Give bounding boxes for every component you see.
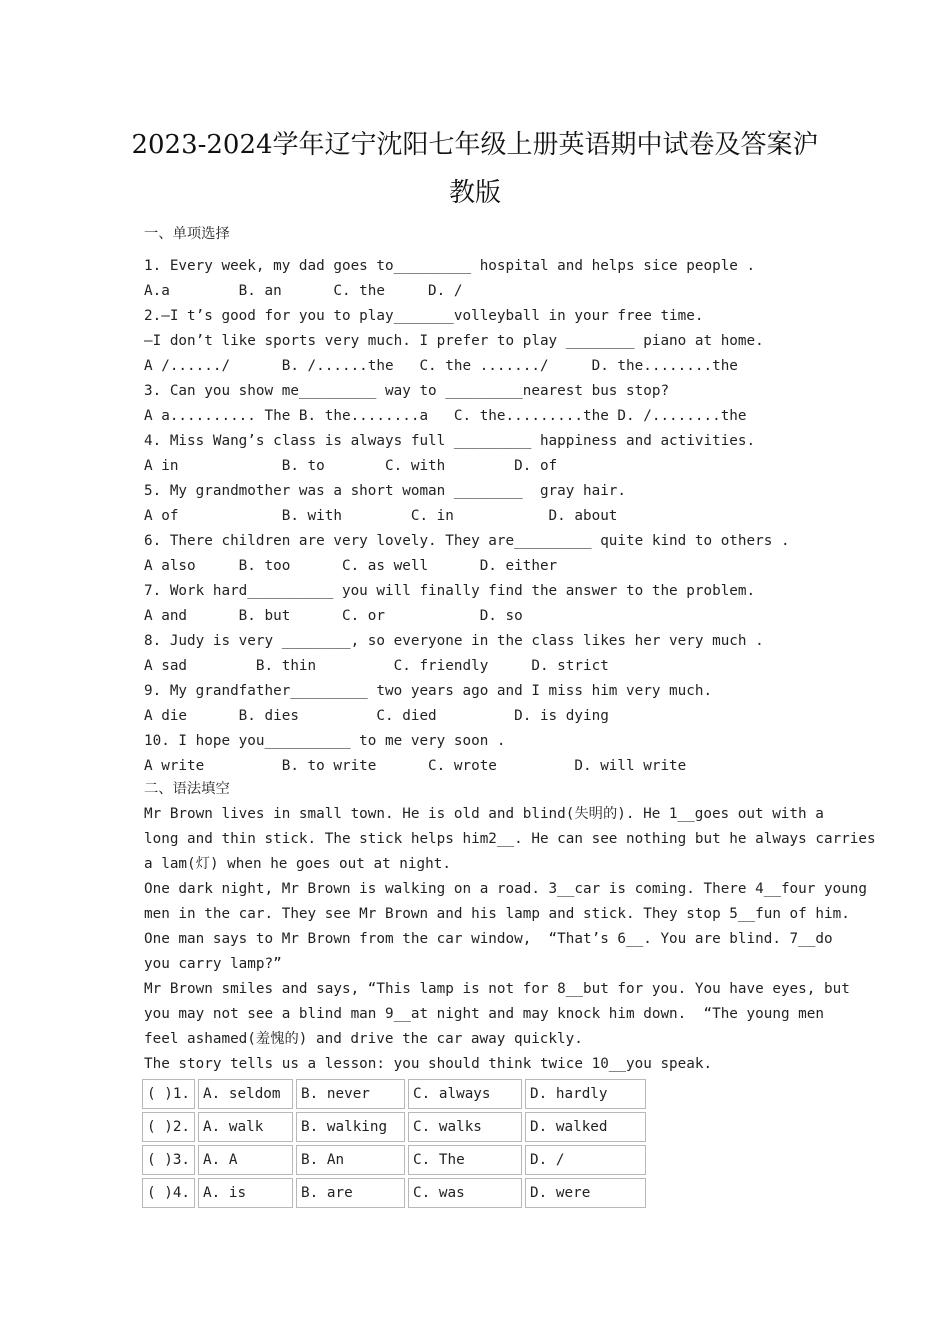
text-line: 4. Miss Wang’s class is always full _________ happiness and activities. xyxy=(144,433,756,449)
option-cell: A. walk xyxy=(198,1112,293,1142)
option-cell: A. is xyxy=(198,1178,293,1208)
section-heading-single-choice: 一、单项选择 xyxy=(144,226,230,242)
text-line: A in B. to C. with D. of xyxy=(144,458,558,474)
text-line: A /....../ B. /......the C. the ......./ D. the........the xyxy=(144,358,738,374)
passage-line: The story tells us a lesson: you should think twice 10__you speak. xyxy=(144,1056,713,1072)
question-number-cell: ( )4. xyxy=(142,1178,195,1208)
text-line: A also B. too C. as well D. either xyxy=(144,558,558,574)
passage-line: you may not see a blind man 9__at night and may knock him down. “The young men xyxy=(144,1006,824,1022)
text-line: 3. Can you show me_________ way to _________nearest bus stop? xyxy=(144,383,670,399)
text-line: 5. My grandmother was a short woman ________ gray hair. xyxy=(144,483,627,499)
text-line: —I don’t like sports very much. I prefer to play ________ piano at home. xyxy=(144,333,764,349)
section-heading-grammar-fill: 二、语法填空 xyxy=(144,781,230,797)
passage-line: feel ashamed(羞愧的) and drive the car away quickly. xyxy=(144,1031,583,1047)
text-line: A a.......... The B. the........a C. the.........the D. /........the xyxy=(144,408,747,424)
text-line: 8. Judy is very ________, so everyone in the class likes her very much . xyxy=(144,633,764,649)
text-line: A.a B. an C. the D. / xyxy=(144,283,463,299)
passage-line: Mr Brown smiles and says, “This lamp is not for 8__but for you. You have eyes, but xyxy=(144,981,850,997)
passage-line: a lam(灯) when he goes out at night. xyxy=(144,856,451,872)
text-line: 2.—I t’s good for you to play_______volleyball in your free time. xyxy=(144,308,704,324)
option-cell: A. A xyxy=(198,1145,293,1175)
table-row xyxy=(142,1112,646,1142)
option-cell: A. seldom xyxy=(198,1079,293,1109)
option-cell: B. walking xyxy=(296,1112,405,1142)
text-line: A of B. with C. in D. about xyxy=(144,508,618,524)
option-cell: B. never xyxy=(296,1079,405,1109)
text-line: A write B. to write C. wrote D. will write xyxy=(144,758,687,774)
document-title-line-2: 教版 xyxy=(448,178,501,208)
option-cell: B. An xyxy=(296,1145,405,1175)
text-line: 10. I hope you__________ to me very soon . xyxy=(144,733,506,749)
passage-line: long and thin stick. The stick helps him2__. He can see nothing but he always carries xyxy=(144,831,876,847)
option-cell: D. were xyxy=(525,1178,646,1208)
passage-line: Mr Brown lives in small town. He is old and blind(失明的). He 1__goes out with a xyxy=(144,806,824,822)
text-line: 1. Every week, my dad goes to_________ hospital and helps sice people . xyxy=(144,258,756,274)
passage-line: One man says to Mr Brown from the car window, “That’s 6__. You are blind. 7__do xyxy=(144,931,833,947)
question-number-cell: ( )3. xyxy=(142,1145,195,1175)
question-number-cell: ( )2. xyxy=(142,1112,195,1142)
text-line: A die B. dies C. died D. is dying xyxy=(144,708,609,724)
table-row xyxy=(142,1079,646,1109)
text-line: 7. Work hard__________ you will finally find the answer to the problem. xyxy=(144,583,756,599)
option-cell: C. was xyxy=(408,1178,522,1208)
option-cell: D. hardly xyxy=(525,1079,646,1109)
option-cell: C. The xyxy=(408,1145,522,1175)
option-cell: B. are xyxy=(296,1178,405,1208)
table-row xyxy=(142,1145,646,1175)
text-line: A and B. but C. or D. so xyxy=(144,608,523,624)
question-number-cell: ( )1. xyxy=(142,1079,195,1109)
table-row xyxy=(142,1178,646,1208)
document-title-line-1: 2023-2024学年辽宁沈阳七年级上册英语期中试卷及答案沪 xyxy=(131,130,819,160)
option-cell: D. walked xyxy=(525,1112,646,1142)
option-cell: D. / xyxy=(525,1145,646,1175)
passage-line: you carry lamp?” xyxy=(144,956,282,972)
text-line: 6. There children are very lovely. They are_________ quite kind to others . xyxy=(144,533,790,549)
option-cell: C. walks xyxy=(408,1112,522,1142)
answer-options-table xyxy=(139,1076,649,1211)
option-cell: C. always xyxy=(408,1079,522,1109)
text-line: A sad B. thin C. friendly D. strict xyxy=(144,658,609,674)
passage-line: men in the car. They see Mr Brown and his lamp and stick. They stop 5__fun of him. xyxy=(144,906,850,922)
text-line: 9. My grandfather_________ two years ago and I miss him very much. xyxy=(144,683,713,699)
passage-line: One dark night, Mr Brown is walking on a road. 3__car is coming. There 4__four young xyxy=(144,881,868,897)
